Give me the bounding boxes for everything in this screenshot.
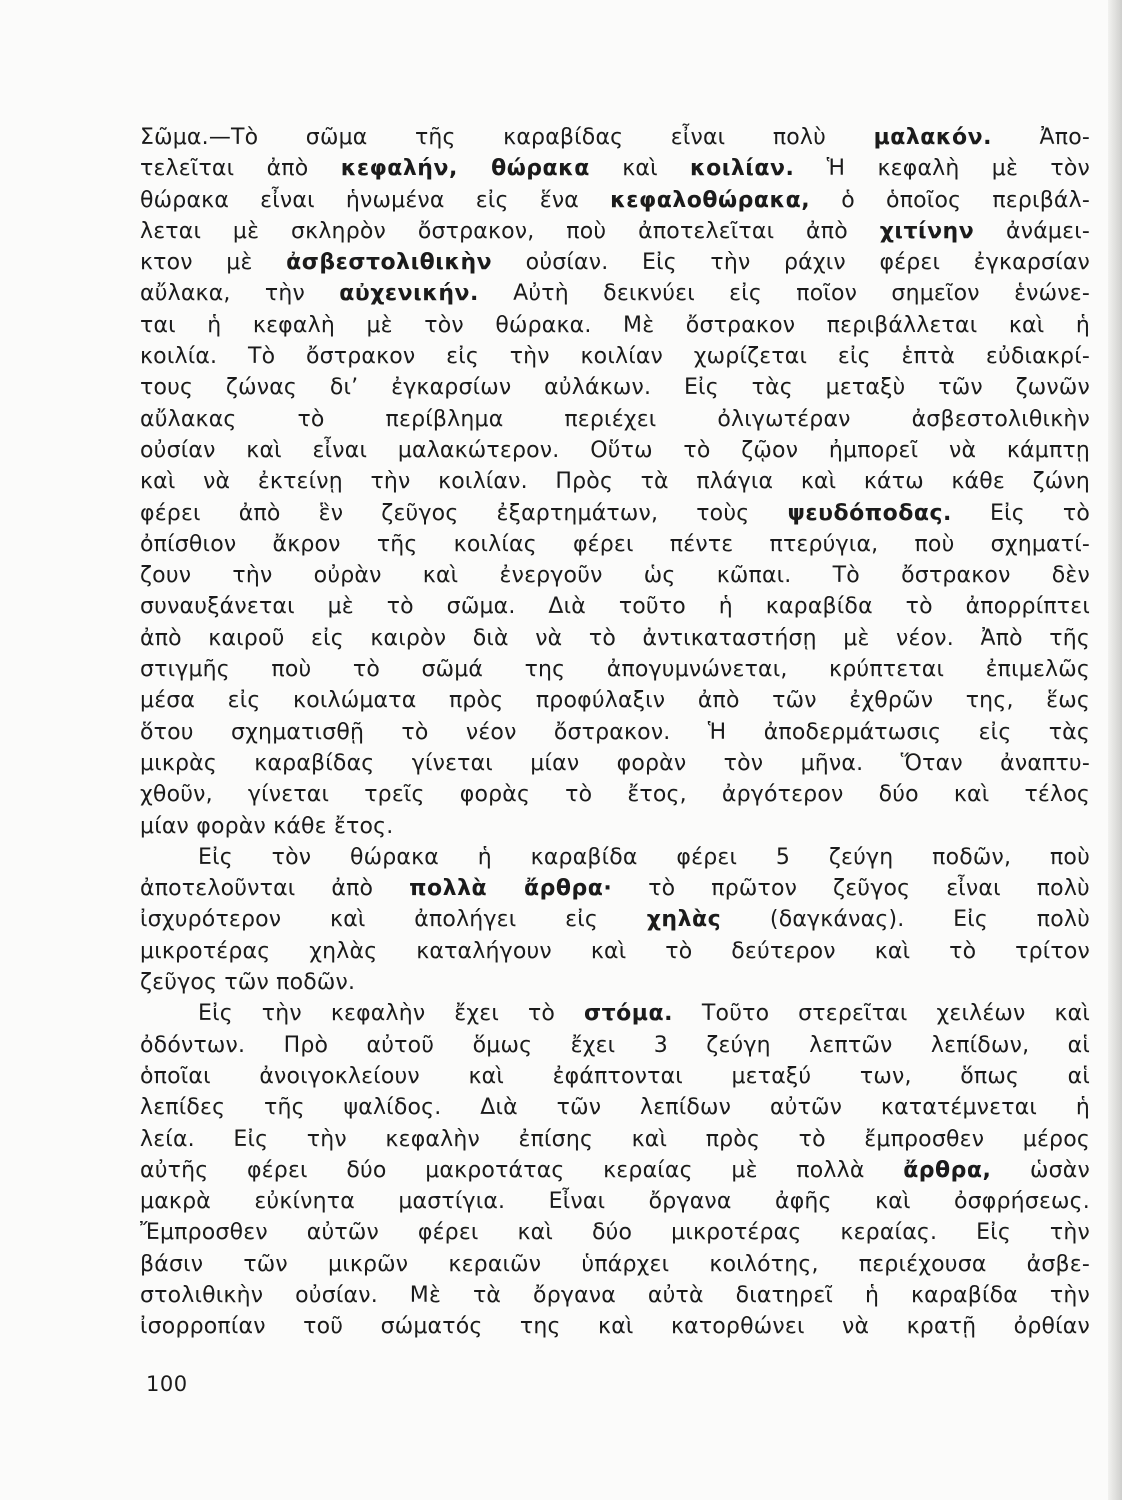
text-segment: αὔλακα, τὴν (140, 281, 340, 307)
text-line (140, 1311, 1090, 1342)
text-line (140, 372, 1090, 403)
text-segment: στιγμῆς ποὺ τὸ σῶμά της ἀπογυμνώνεται, κρύπτεται ἐπιμελῶς (140, 657, 1090, 683)
bold-term: αὐχενικήν. (339, 281, 479, 307)
text-segment: μακρὰ εὐκίνητα μαστίγια. Εἶναι ὄργανα ἀφῆς καὶ ὀσφρήσεως. (140, 1189, 1090, 1215)
text-line (140, 404, 1090, 435)
text-segment: ται ἡ κεφαλὴ μὲ τὸν θώρακα. Μὲ ὄστρακον περιβάλλεται καὶ ἡ (140, 312, 1090, 338)
text-line (140, 1124, 1090, 1155)
text-segment: θώρακα εἶναι ἡνωμένα εἰς ἕνα (140, 187, 611, 213)
text-segment: οὐσίαν καὶ εἶναι μαλακώτερον. Οὕτω τὸ ζῷον ἠμπορεῖ νὰ κάμπτῃ (140, 437, 1090, 463)
text-segment: καὶ νὰ ἐκτείνῃ τὴν κοιλίαν. Πρὸς τὰ πλάγια καὶ κάτω κάθε ζώνη (140, 469, 1090, 495)
text-line (140, 498, 1090, 529)
text-segment: κτον μὲ (140, 250, 287, 276)
bold-term: ἄρθρα, (903, 1157, 992, 1183)
bold-term: πολλὰ ἄρθρα· (409, 876, 613, 902)
bold-term: ψευδόποδας. (787, 500, 952, 526)
text-segment: αὐτῆς φέρει δύο μακροτάτας κεραίας μὲ πολλὰ (140, 1157, 904, 1183)
bold-term: μαλακόν. (873, 125, 993, 150)
bold-term: κοιλίαν. (690, 156, 795, 182)
text-line (140, 591, 1090, 622)
text-segment: βάσιν τῶν μικρῶν κεραιῶν ὑπάρχει κοιλότης, περιέχουσα ἀσβε- (140, 1251, 1090, 1277)
text-segment: ὁποῖαι ἀνοιγοκλείουν καὶ ἐφάπτονται μεταξύ των, ὅπως αἱ (140, 1063, 1090, 1089)
text-segment: ὁ ὁποῖος περιβάλ- (810, 187, 1090, 213)
text-line (140, 779, 1090, 810)
text-line (140, 341, 1090, 372)
text-line (140, 936, 1090, 967)
text-segment: μίαν φορὰν κάθε ἔτος. (140, 813, 394, 839)
bold-term: χηλὰς (646, 907, 722, 933)
bold-term: χιτίνην (879, 218, 975, 244)
text-segment: οὐσίαν. Εἰς τὴν ράχιν φέρει ἐγκαρσίαν (492, 250, 1091, 276)
text-line (140, 654, 1090, 685)
text-line (140, 998, 1090, 1029)
text-segment: Σῶμα.—Τὸ σῶμα τῆς καραβίδας εἶναι πολὺ (140, 125, 874, 150)
text-segment: λεπίδες τῆς ψαλίδος. Διὰ τῶν λεπίδων αὐτῶν κατατέμνεται ἡ (140, 1095, 1090, 1121)
text-segment: φέρει ἀπὸ ἓν ζεῦγος ἐξαρτημάτων, τοὺς (140, 500, 788, 526)
bold-term: στόμα. (584, 1001, 673, 1027)
text-segment: ζουν τὴν οὐρὰν καὶ ἐνεργοῦν ὡς κῶπαι. Τὸ ὄστρακον δὲν (140, 563, 1090, 589)
text-segment: κοιλία. Τὸ ὄστρακον εἰς τὴν κοιλίαν χωρίζεται εἰς ἑπτὰ εὐδιακρί- (140, 344, 1090, 370)
text-segment: ἰσορροπίαν τοῦ σώματός της καὶ κατορθώνει νὰ κρατῇ ὀρθίαν (140, 1314, 1090, 1340)
text-line (140, 1280, 1090, 1311)
text-line (140, 560, 1090, 591)
text-line (140, 1186, 1090, 1217)
text-line (140, 842, 1090, 873)
text-line (140, 748, 1090, 779)
text-segment: καὶ (589, 156, 691, 182)
text-segment: Αὐτὴ δεικνύει εἰς ποῖον σημεῖον ἑνώνε- (478, 281, 1090, 307)
text-line (140, 685, 1090, 716)
text-segment: Ἔμπροσθεν αὐτῶν φέρει καὶ δύο μικροτέρας κεραίας. Εἰς τὴν (140, 1220, 1090, 1246)
page-edge-shadow (1108, 0, 1122, 1500)
text-segment: ὀδόντων. Πρὸ αὐτοῦ ὅμως ἔχει 3 ζεύγη λεπτῶν λεπίδων, αἱ (140, 1032, 1090, 1058)
text-segment: ὡσὰν (991, 1157, 1090, 1183)
text-line (140, 153, 1090, 184)
text-line (140, 1155, 1090, 1186)
text-segment: λεία. Εἰς τὴν κεφαλὴν ἐπίσης καὶ πρὸς τὸ ἔμπροσθεν μέρος (140, 1126, 1090, 1152)
text-segment: ἰσχυρότερον καὶ ἀπολήγει εἰς (140, 907, 647, 933)
text-line (140, 435, 1090, 466)
text-line (140, 310, 1090, 341)
bold-term: κεφαλήν, θώρακα (340, 156, 590, 182)
text-segment: τελεῖται ἀπὸ (140, 156, 341, 182)
text-segment: ὅτου σχηματισθῇ τὸ νέον ὄστρακον. Ἡ ἀποδερμάτωσις εἰς τὰς (140, 719, 1090, 745)
text-line (140, 717, 1090, 748)
text-segment: ἀνάμει- (974, 218, 1090, 244)
text-segment: Εἰς τὴν κεφαλὴν ἔχει τὸ (198, 1001, 584, 1027)
text-line (140, 247, 1090, 278)
text-segment: αὔλακας τὸ περίβλημα περιέχει ὀλιγωτέραν ἀσβεστολιθικὴν (140, 406, 1090, 432)
page-number: 100 (146, 1372, 188, 1396)
text-segment: τὸ πρῶτον ζεῦγος εἶναι πολὺ (612, 876, 1090, 902)
bold-term: ἀσβεστολιθικὴν (286, 250, 493, 276)
text-segment: μικροτέρας χηλὰς καταλήγουν καὶ τὸ δεύτερον καὶ τὸ τρίτον (140, 938, 1090, 964)
text-segment: Τοῦτο στερεῖται χειλέων καὶ (672, 1001, 1090, 1027)
text-line (140, 904, 1090, 935)
text-line (140, 466, 1090, 497)
text-segment: ἀπὸ καιροῦ εἰς καιρὸν διὰ νὰ τὸ ἀντικαταστήσῃ μὲ νέον. Ἀπὸ τῆς (140, 625, 1090, 651)
text-segment: μέσα εἰς κοιλώματα πρὸς προφύλαξιν ἀπὸ τῶν ἐχθρῶν της, ἕως (140, 688, 1090, 714)
text-segment: ὀπίσθιον ἄκρον τῆς κοιλίας φέρει πέντε πτερύγια, ποὺ σχηματί- (140, 531, 1090, 557)
text-line (140, 1092, 1090, 1123)
text-line (140, 1030, 1090, 1061)
text-segment: μικρὰς καραβίδας γίνεται μίαν φορὰν τὸν μῆνα. Ὅταν ἀναπτυ- (140, 750, 1090, 776)
text-segment: ζεῦγος τῶν ποδῶν. (140, 970, 356, 996)
text-segment: Εἰς τὸ (951, 500, 1090, 526)
text-line (140, 529, 1090, 560)
body-text (140, 122, 1090, 1343)
bold-term: κεφαλοθώρακα, (610, 187, 811, 213)
text-line (140, 122, 1090, 153)
text-line (140, 1217, 1090, 1248)
text-segment: συναυξάνεται μὲ τὸ σῶμα. Διὰ τοῦτο ἡ καραβίδα τὸ ἀπορρίπτει (140, 594, 1090, 620)
text-segment: ἀποτελοῦνται ἀπὸ (140, 876, 410, 902)
text-segment: χθοῦν, γίνεται τρεῖς φορὰς τὸ ἔτος, ἀργότερον δύο καὶ τέλος (140, 782, 1090, 808)
text-line (140, 811, 1090, 842)
text-line (140, 216, 1090, 247)
text-line (140, 623, 1090, 654)
text-line (140, 185, 1090, 216)
text-line (140, 278, 1090, 309)
text-segment: τους ζώνας δι’ ἐγκαρσίων αὐλάκων. Εἰς τὰς μεταξὺ τῶν ζωνῶν (140, 375, 1090, 401)
text-line (140, 1249, 1090, 1280)
text-segment: Εἰς τὸν θώρακα ἡ καραβίδα φέρει 5 ζεύγη ποδῶν, ποὺ (198, 844, 1090, 870)
text-segment: Ἀπο- (992, 125, 1091, 150)
text-segment: (δαγκάνας). Εἰς πολὺ (721, 907, 1091, 933)
text-segment: λεται μὲ σκληρὸν ὄστρακον, ποὺ ἀποτελεῖται ἀπὸ (140, 218, 880, 244)
text-line (140, 873, 1090, 904)
text-line (140, 1061, 1090, 1092)
text-segment: Ἡ κεφαλὴ μὲ τὸν (794, 156, 1090, 182)
text-segment: στολιθικὴν οὐσίαν. Μὲ τὰ ὄργανα αὐτὰ διατηρεῖ ἡ καραβίδα τὴν (140, 1282, 1090, 1308)
text-line (140, 967, 1090, 998)
